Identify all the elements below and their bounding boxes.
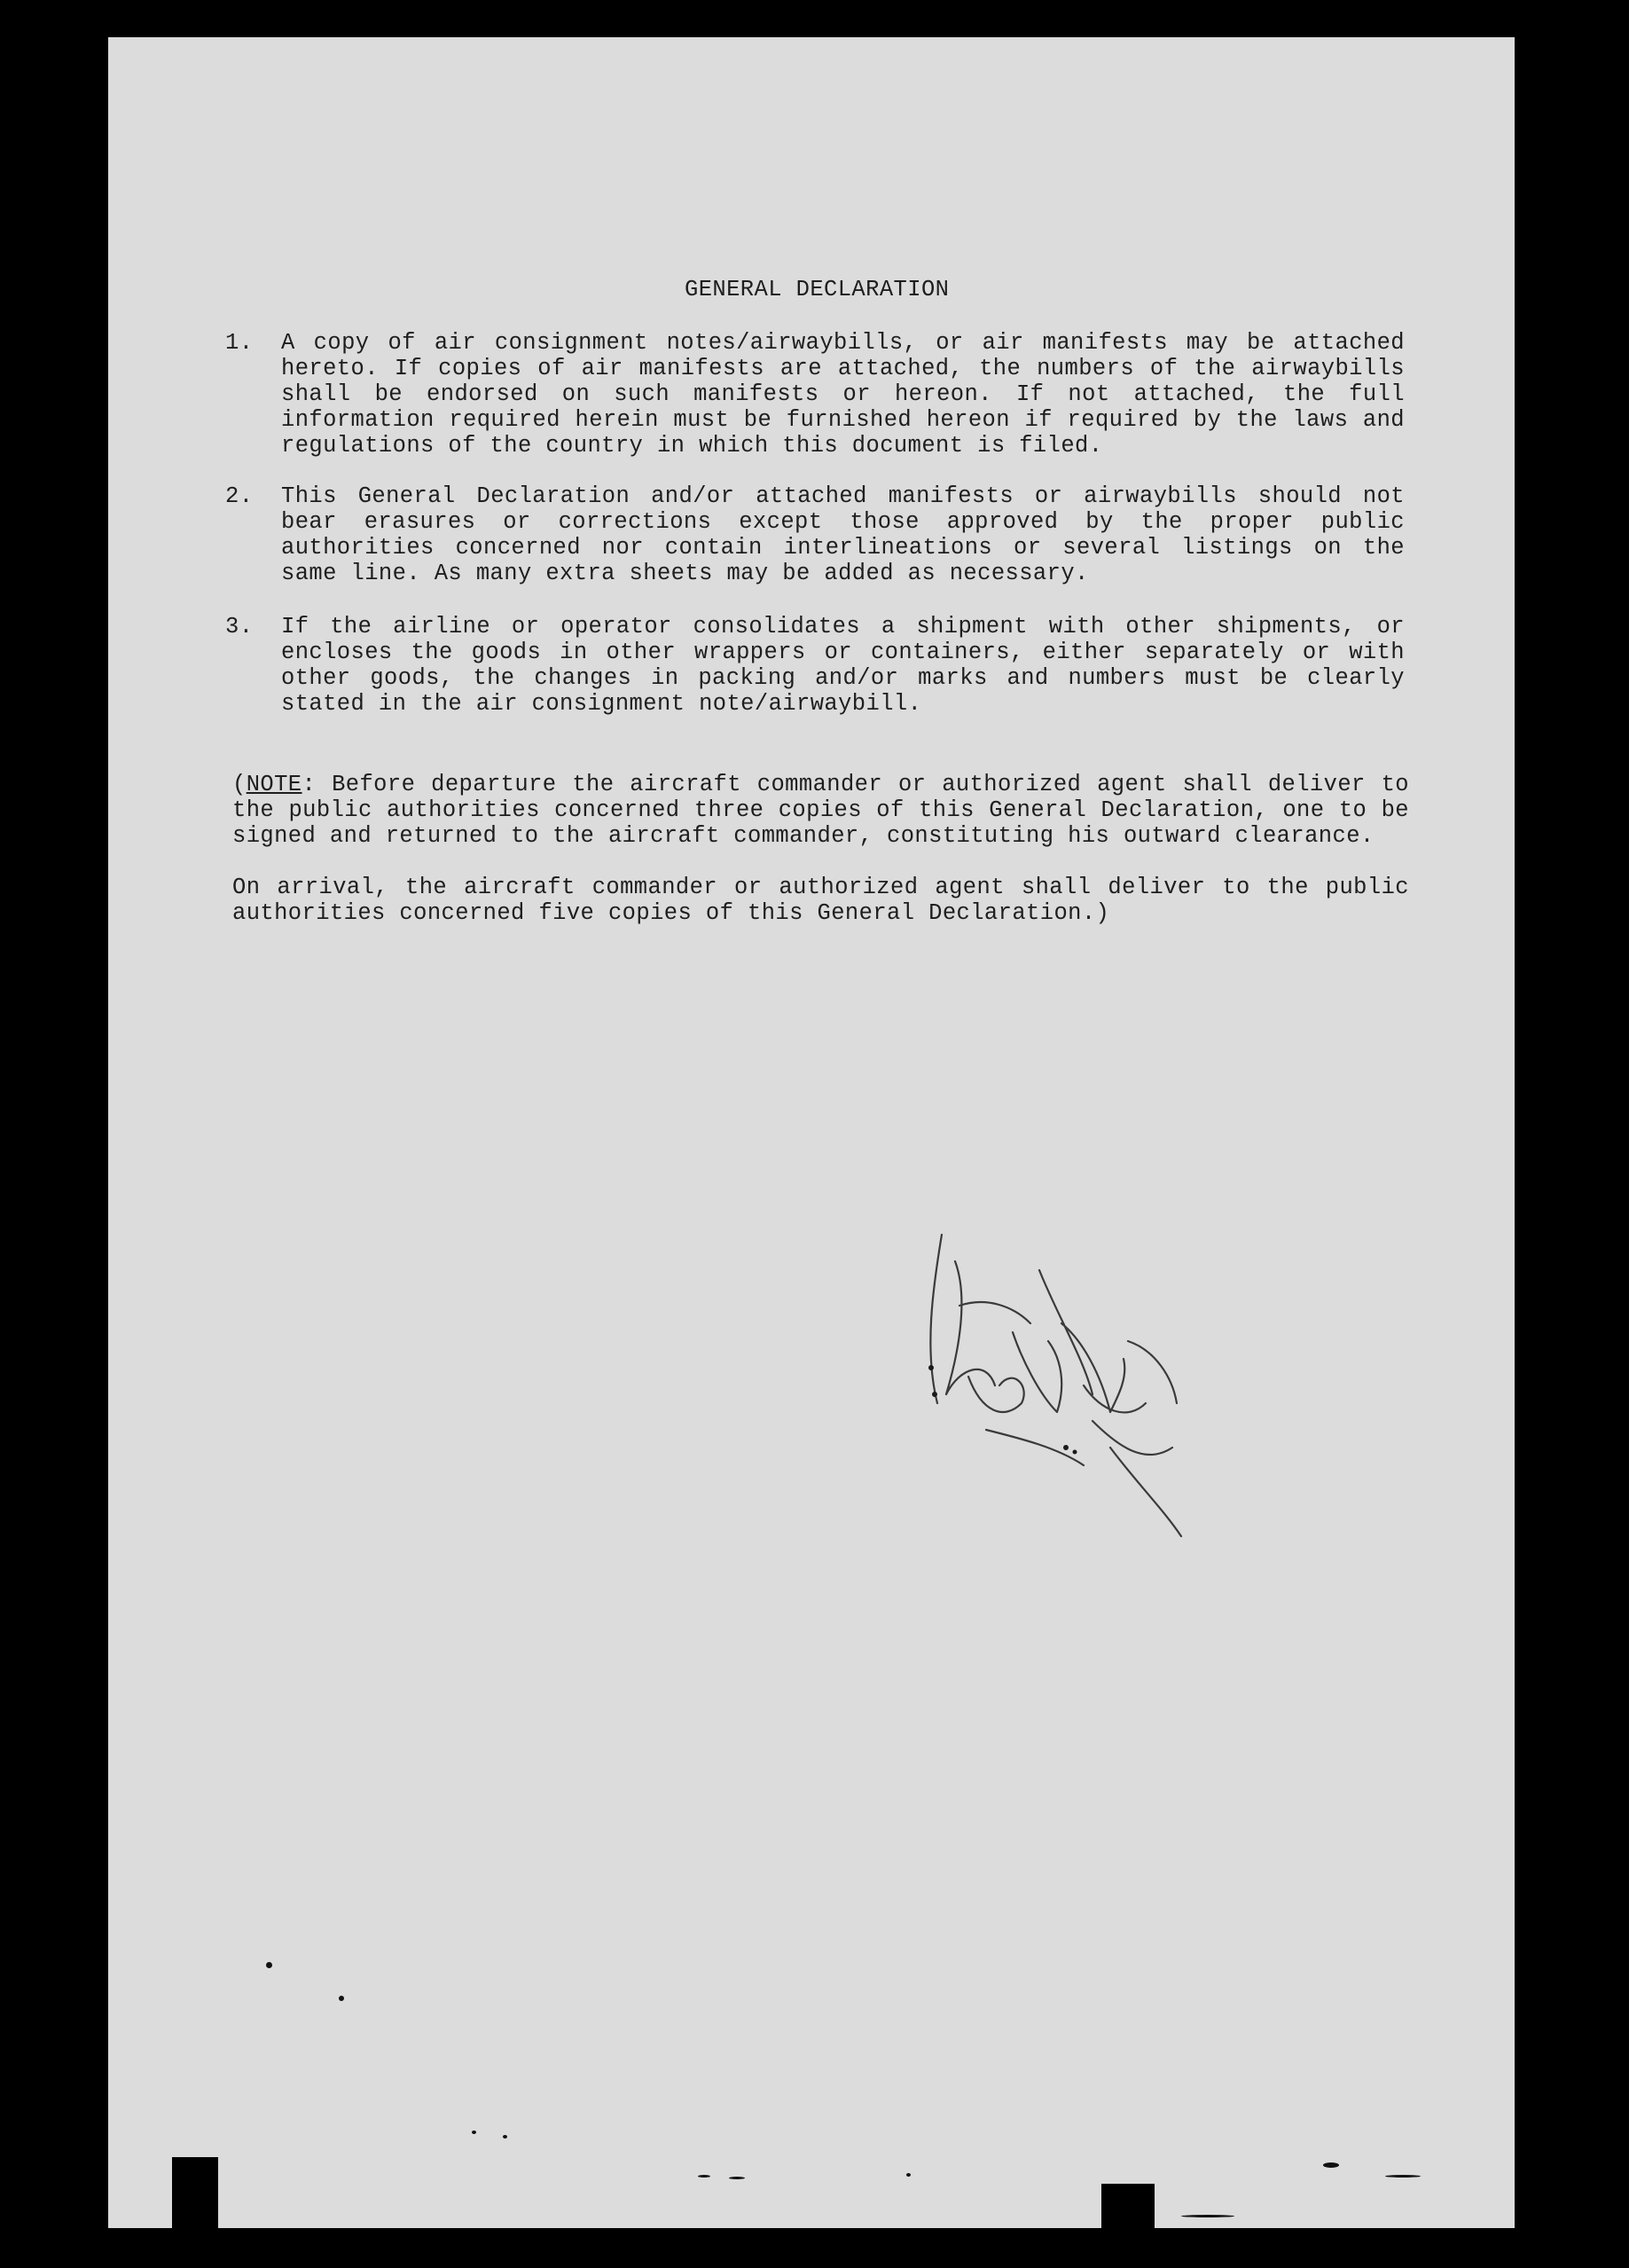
document-page [108,37,1515,2228]
handwritten-signature [906,1181,1199,1563]
declaration-item-2 [225,483,1405,586]
item-number: 1. [225,330,254,356]
declaration-item-1 [225,330,1405,459]
scan-edge-blot [172,2157,218,2228]
scan-speck [1323,2162,1339,2168]
declaration-item-3 [225,614,1405,717]
scan-speck [266,1962,272,1968]
document-title: GENERAL DECLARATION [685,277,950,302]
scan-speck [1385,2175,1421,2178]
scan-edge-blot [1101,2184,1155,2228]
item-number: 2. [225,483,254,509]
scan-speck [906,2173,911,2177]
note-colon: : [302,772,317,797]
scan-speck [472,2131,476,2134]
departure-note [232,772,1409,849]
scan-speck [339,1996,344,2001]
note-text: Before departure the aircraft commander or authorized agent shall deliver to the public authorities concerned three copies of this General Declaration, one to be signed and returned to the aircraft commander, constituting his outward clearance. [232,772,1409,849]
item-number: 3. [225,614,254,640]
note-label: NOTE [246,772,302,797]
scan-speck [503,2135,507,2139]
item-text: If the airline or operator consolidates a shipment with other shipments, or encloses the goods in other wrappers or containers, either separately or with other goods, the changes in packing and/or marks and numbers must be clearly stated in the air consignment note/airwaybill. [281,614,1405,717]
item-text: This General Declaration and/or attached manifests or airwaybills should not bear erasures or corrections except those approved by the proper public authorities concerned nor contain interlineations or several listings on the same line. As many extra sheets may be added as necessary. [281,483,1405,586]
note-open-paren: ( [232,772,247,797]
scan-speck [698,2175,710,2178]
item-text: A copy of air consignment notes/airwaybills, or air manifests may be attached hereto. If copies of air manifests are attached, the numbers of the airwaybills shall be endorsed on such manifests or hereon. If not attached, the full information required herein must be furnished hereon if required by the laws and regulations of the country in which this document is filed. [281,330,1405,459]
arrival-note: On arrival, the aircraft commander or authorized agent shall deliver to the public authorities concerned five copies of this General Declaration.) [232,875,1409,926]
scan-speck [1181,2215,1234,2217]
scan-speck [729,2177,745,2179]
